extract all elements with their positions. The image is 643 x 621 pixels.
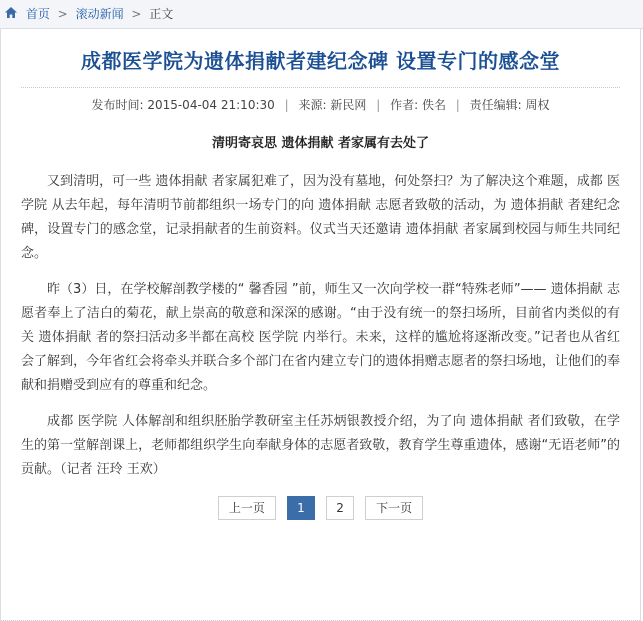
publish-time: 2015-04-04 21:10:30 xyxy=(147,98,275,112)
meta-divider: | xyxy=(284,98,289,112)
editor-label: 责任编辑: xyxy=(469,98,522,112)
article-paragraph-2: 昨（3）日，在学校解剖教学楼的“ 馨香园 ”前，师生又一次向学校一群“特殊老师”—— 遗体捐献 志愿者奉上了洁白的菊花，献上崇高的敬意和深深的感谢。“由于没有统一的祭扫场所，目前省内类似的有关 遗体捐献 者的祭扫活动多半都在高校 医学院 内举行。未来，这样的尴尬将逐渐改变。”记者也从省红会了解到，今年省红会将牵头并联合多个部门在省内建立专门的遗体捐赠志愿者的祭扫场地，让他们的奉献和捐赠受到应有的尊重和纪念。 xyxy=(21,282,620,393)
meta-divider: | xyxy=(376,98,381,112)
breadcrumb-separator: > xyxy=(57,7,68,21)
article-title: 成都医学院为遗体捐献者建纪念碑 设置专门的感念堂 xyxy=(81,49,560,73)
breadcrumb xyxy=(0,0,643,29)
author-value: 佚名 xyxy=(421,98,446,112)
article-paragraph-3: 成都 医学院 人体解剖和组织胚胎学教研室主任苏炳银教授介绍，为了向 遗体捐献 者们致敬，在学生的第一堂解剖课上，老师都组织学生向奉献身体的志愿者致敬，教育学生尊重遗体，感谢“无语老师”的贡献。（记者 汪玲 王欢） xyxy=(21,414,620,477)
article-frame xyxy=(0,29,641,621)
article-body xyxy=(21,170,620,482)
prev-page-button[interactable]: 上一页 xyxy=(218,496,276,520)
article-meta xyxy=(21,87,620,114)
article-paragraph-1: 又到清明，可一些 遗体捐献 者家属犯难了，因为没有墓地，何处祭扫？为了解决这个难题，成都 医学院 从去年起，每年清明节前都组织一场专门的向 遗体捐献 志愿者致敬的活动，为 遗体捐献 者建纪念碑，设置专门的感念堂，记录捐献者的生前资料。仪式当天还邀请 遗体捐献 者家属到校园与师生共同纪念。 xyxy=(21,174,620,261)
article-subtitle: 清明寄哀思 遗体捐献 者家属有去处了 xyxy=(211,136,430,151)
home-icon[interactable] xyxy=(4,1,18,29)
breadcrumb-section-link[interactable]: 滚动新闻 xyxy=(75,7,124,21)
meta-divider: | xyxy=(455,98,460,112)
page-2-button[interactable]: 2 xyxy=(326,496,354,520)
editor-value: 周权 xyxy=(525,98,550,112)
source-value: 新民网 xyxy=(330,98,367,112)
page-1-button[interactable]: 1 xyxy=(287,496,315,520)
breadcrumb-separator: > xyxy=(131,7,142,21)
publish-time-label: 发布时间: xyxy=(91,98,144,112)
breadcrumb-home-link[interactable]: 首页 xyxy=(25,7,50,21)
next-page-button[interactable]: 下一页 xyxy=(365,496,423,520)
breadcrumb-current: 正文 xyxy=(149,7,174,21)
source-label: 来源: xyxy=(298,98,327,112)
pagination xyxy=(1,496,640,520)
author-label: 作者: xyxy=(390,98,419,112)
